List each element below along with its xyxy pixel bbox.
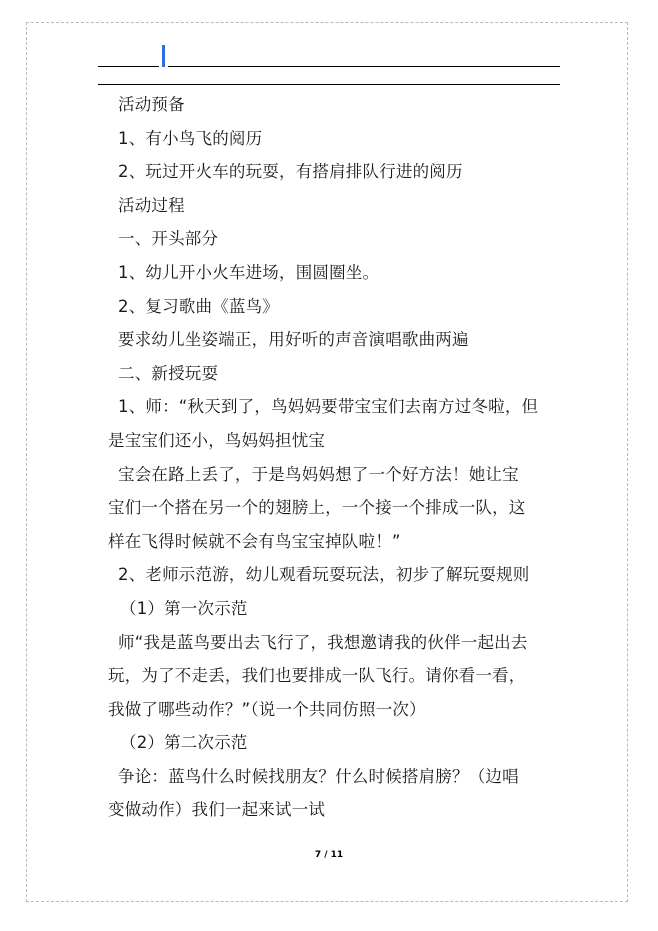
paragraph-line: 一、开头部分 [118,229,219,249]
paragraph-line: （2）第二次示范 [120,733,248,753]
paragraph-line: 1、幼儿开小火车进场，围圆圈坐。 [118,262,380,282]
paragraph-line: 是宝宝们还小，鸟妈妈担忧宝 [108,430,326,450]
page-number: 7 / 11 [314,850,344,860]
text-cursor[interactable] [162,45,165,67]
header-rule [98,84,560,85]
paragraph-line: 1、有小鸟飞的阅历 [118,128,263,148]
paragraph-line: 宝会在路上丢了，于是鸟妈妈想了一个好方法！她让宝 [118,464,519,484]
paragraph-line: 2、复习歌曲《蓝鸟》 [118,296,279,316]
paragraph-line: 争论：蓝鸟什么时候找朋友？什么时候搭肩膀？（边唱 [118,766,519,786]
paragraph-line: 1、师：“秋天到了，鸟妈妈要带宝宝们去南方过冬啦，但 [118,397,539,417]
paragraph-line: 要求幼儿坐姿端正，用好听的声音演唱歌曲两遍 [118,330,469,350]
paragraph-line: 2、玩过开火车的玩耍，有搭肩排队行进的阅历 [118,162,463,182]
header-line-right [168,66,560,67]
paragraph-line: 二、新授玩耍 [118,363,219,383]
paragraph-line: 活动过程 [118,195,185,215]
paragraph-line: 样在飞得时候就不会有鸟宝宝掉队啦！” [108,531,401,551]
paragraph-line: （1）第一次示范 [120,598,248,618]
paragraph-line: 我做了哪些动作？”（说一个共同仿照一次） [108,699,426,719]
document-body [108,88,568,827]
paragraph-line: 活动预备 [118,95,185,114]
paragraph-line: 宝们一个搭在另一个的翅膀上，一个接一个排成一队，这 [108,498,526,518]
paragraph-line: 变做动作）我们一起来试一试 [108,800,326,820]
paragraph-line: 玩，为了不走丢，我们也要排成一队飞行。请你看一看， [108,666,526,686]
paragraph-line: 师“我是蓝鸟要出去飞行了，我想邀请我的伙伴一起出去 [118,632,528,652]
paragraph-line: 2、老师示范游，幼儿观看玩耍玩法，初步了解玩耍规则 [118,565,530,585]
header-line-left [98,66,159,67]
